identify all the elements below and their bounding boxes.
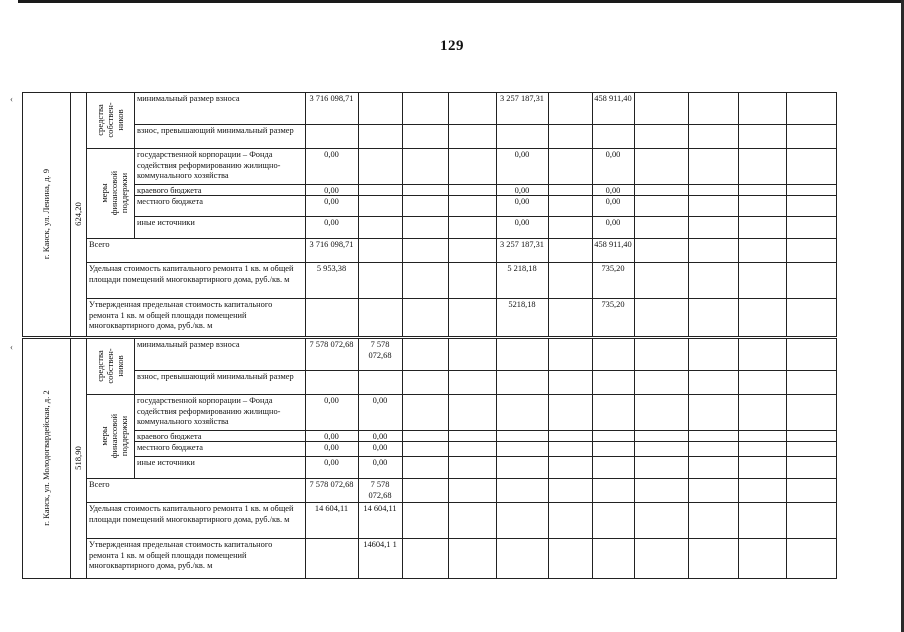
value: 0,00 [372,443,388,452]
value: 0,00 [514,186,530,194]
value: 0,00 [324,197,339,206]
value-cell [448,394,497,431]
value-cell [402,238,449,263]
value-cell [548,538,593,579]
value-cell [358,195,403,217]
value-cell [402,370,449,395]
value-cell [634,478,689,503]
address-label: г. Канск, ул. Молодогвардейская, д. 2 [41,390,51,526]
value-cell [786,338,837,371]
value-cell [448,441,497,457]
value-cell [738,338,787,371]
value-cell [448,298,497,337]
value-cell [688,478,739,503]
value-cell [688,338,739,371]
value: 0,00 [324,396,339,405]
group-support-label: меры финансовой поддержки [99,170,129,216]
value-cell [548,216,593,239]
value: 7 578 072,68 [309,480,354,489]
value-cell [738,92,787,125]
area-value: 624,20 [73,202,83,226]
value-cell [592,124,635,149]
row-label: иные источники [137,458,195,467]
value-cell [688,370,739,395]
value: 3 257 187,31 [500,94,544,103]
value: 0,00 [324,443,339,452]
address-label: г. Канск, ул. Ленина, д. 9 [41,168,51,260]
value-cell [402,216,449,239]
value-cell [448,456,497,479]
value-cell [358,92,403,125]
value: 14 604,11 [363,504,397,513]
value: 7 578 072,68 [368,340,392,360]
value-cell [496,502,549,539]
row-label: минимальный размер взноса [137,94,240,103]
value-cell [738,394,787,431]
value-cell [688,92,739,125]
value-cell [786,394,837,431]
value: 5 218,18 [507,264,537,273]
value-cell [786,238,837,263]
value-cell [548,394,593,431]
value-cell [448,538,497,579]
value-cell [305,370,359,395]
value-cell [402,456,449,479]
value-cell [634,456,689,479]
value-cell [448,238,497,263]
value-cell [786,298,837,337]
value: 3 716 098,71 [309,94,354,103]
value-cell [358,238,403,263]
value-cell [358,262,403,299]
row-label: Удельная стоимость капитального ремонта 1 кв. м общей площади помещений многоквартирного дома, руб./кв. м [89,264,294,284]
value-cell [738,456,787,479]
value-cell [592,538,635,579]
value-cell [402,478,449,503]
value-cell [448,338,497,371]
row-label: государственной корпорации – Фонда содействия реформированию жилищно-коммунального хозяйства [137,150,281,180]
value-cell [738,195,787,217]
value-cell [738,478,787,503]
value: 0,00 [324,218,339,227]
value: 0,00 [372,458,388,467]
value-cell [448,478,497,503]
value-cell [738,238,787,263]
value-cell [786,538,837,579]
value-cell [402,394,449,431]
value: 735,20 [601,300,625,309]
value-cell [548,456,593,479]
value-cell [688,538,739,579]
row-label: местного бюджета [137,443,204,452]
value-cell [634,538,689,579]
value-cell [548,148,593,185]
value: 458 911,40 [594,94,632,103]
value-cell [548,238,593,263]
row-label: краевого бюджета [137,186,202,194]
value-cell [634,502,689,539]
value-cell [592,502,635,539]
value-cell [548,92,593,125]
value: 0,00 [372,432,388,440]
value-cell [786,502,837,539]
value: 0,00 [605,186,621,194]
value-cell [592,338,635,371]
value-cell [496,124,549,149]
value: 0,00 [605,197,621,206]
value-cell [305,298,359,337]
value-cell [496,478,549,503]
value-cell [305,124,359,149]
value-cell [592,478,635,503]
value-cell [786,456,837,479]
value-cell [786,216,837,239]
value-cell [402,195,449,217]
value: 0,00 [514,150,530,159]
value-cell [358,148,403,185]
value-cell [448,148,497,185]
value-cell [548,298,593,337]
value-cell [448,502,497,539]
value-cell [786,92,837,125]
area-value: 518,90 [73,446,83,470]
value-cell [402,262,449,299]
row-label: местного бюджета [137,197,204,206]
value: 0,00 [605,218,621,227]
value: 0,00 [324,432,339,440]
row-label: Удельная стоимость капитального ремонта 1 кв. м общей площади помещений многоквартирного дома, руб./кв. м [89,504,294,524]
value-cell [548,441,593,457]
value-cell [634,148,689,185]
value-cell [634,338,689,371]
value: 0,00 [372,396,388,405]
value-cell [548,262,593,299]
value-cell [448,92,497,125]
value-cell [448,216,497,239]
value: 3 257 187,31 [500,240,544,249]
value-cell [548,370,593,395]
value: 3 716 098,71 [309,240,354,249]
value-cell [358,216,403,239]
value-cell [634,262,689,299]
value-cell [738,216,787,239]
row-label: краевого бюджета [137,432,202,440]
value: 0,00 [324,458,339,467]
scan-mark: ‹ [10,94,13,104]
value-cell [738,538,787,579]
value: 0,00 [324,186,339,194]
value-cell [548,502,593,539]
value-cell [738,370,787,395]
value-cell [448,124,497,149]
value-cell [688,216,739,239]
value-cell [634,298,689,337]
value-cell [738,148,787,185]
value-cell [548,195,593,217]
value-cell [305,538,359,579]
value-cell [496,441,549,457]
value: 14 604,11 [314,504,349,513]
value-cell [688,195,739,217]
page-number: 129 [440,38,464,54]
row-label: Утвержденная предельная стоимость капитального ремонта 1 кв. м общей площади помещений многоквартирного дома, руб./кв. м [89,300,273,330]
value-cell [592,394,635,431]
value-cell [688,124,739,149]
value-cell [592,441,635,457]
value-cell [358,298,403,337]
value-cell [688,394,739,431]
value-cell [786,370,837,395]
value-cell [402,92,449,125]
value: 5218,18 [508,300,536,309]
value-cell [738,298,787,337]
value-cell [592,370,635,395]
value-cell [496,338,549,371]
value-cell [786,262,837,299]
value-cell [688,262,739,299]
value-cell [448,370,497,395]
value-cell [548,338,593,371]
value-cell [634,370,689,395]
row-label: иные источники [137,218,195,227]
value-cell [548,124,593,149]
value-cell [402,148,449,185]
value: 0,00 [605,150,621,159]
value: 0,00 [324,150,339,159]
value-cell [786,195,837,217]
value-cell [786,441,837,457]
row-label: минимальный размер взноса [137,340,240,349]
value-cell [358,124,403,149]
value-cell [358,370,403,395]
value-cell [688,148,739,185]
value-cell [786,478,837,503]
value-cell [402,502,449,539]
value: 7 578 072,68 [368,480,392,500]
value: 5 953,38 [316,264,347,273]
value-cell [688,238,739,263]
row-label: взнос, превышающий минимальный размер [137,126,294,135]
row-label: Утвержденная предельная стоимость капитального ремонта 1 кв. м общей площади помещений многоквартирного дома, руб./кв. м [89,540,273,570]
row-label: государственной корпорации – Фонда содействия реформированию жилищно-коммунального хозяйства [137,396,281,426]
value-cell [402,538,449,579]
group-owners-label: средства собствен-ников [95,348,125,384]
value-cell [738,124,787,149]
value-cell [448,262,497,299]
value-cell [548,478,593,503]
value-cell [402,124,449,149]
value: 735,20 [601,264,625,273]
row-label: взнос, превышающий минимальный размер [137,372,294,381]
row-label: Всего [89,480,110,489]
value-cell [786,124,837,149]
value-cell [634,195,689,217]
value-cell [688,298,739,337]
value-cell [496,370,549,395]
value-cell [402,298,449,337]
value-cell [448,195,497,217]
value-cell [688,441,739,457]
value: 0,00 [514,197,530,206]
value-cell [634,238,689,263]
value-cell [634,394,689,431]
value-cell [634,216,689,239]
group-owners-label: средства собствен-ников [95,102,125,138]
value-cell [738,262,787,299]
value-cell [496,538,549,579]
value-cell [402,441,449,457]
value: 14604,1 1 [363,540,397,549]
value-cell [592,456,635,479]
value-cell [786,148,837,185]
row-label: Всего [89,240,110,249]
value-cell [634,92,689,125]
value-cell [496,394,549,431]
group-support-label: меры финансовой поддержки [99,413,129,459]
value-cell [634,441,689,457]
scan-mark: ‹ [10,342,13,352]
value: 458 911,40 [594,240,632,249]
value-cell [738,502,787,539]
value: 7 578 072,68 [309,340,354,349]
value-cell [634,124,689,149]
value-cell [496,456,549,479]
value: 0,00 [514,218,530,227]
value-cell [402,338,449,371]
value-cell [688,502,739,539]
value-cell [738,441,787,457]
value-cell [688,456,739,479]
